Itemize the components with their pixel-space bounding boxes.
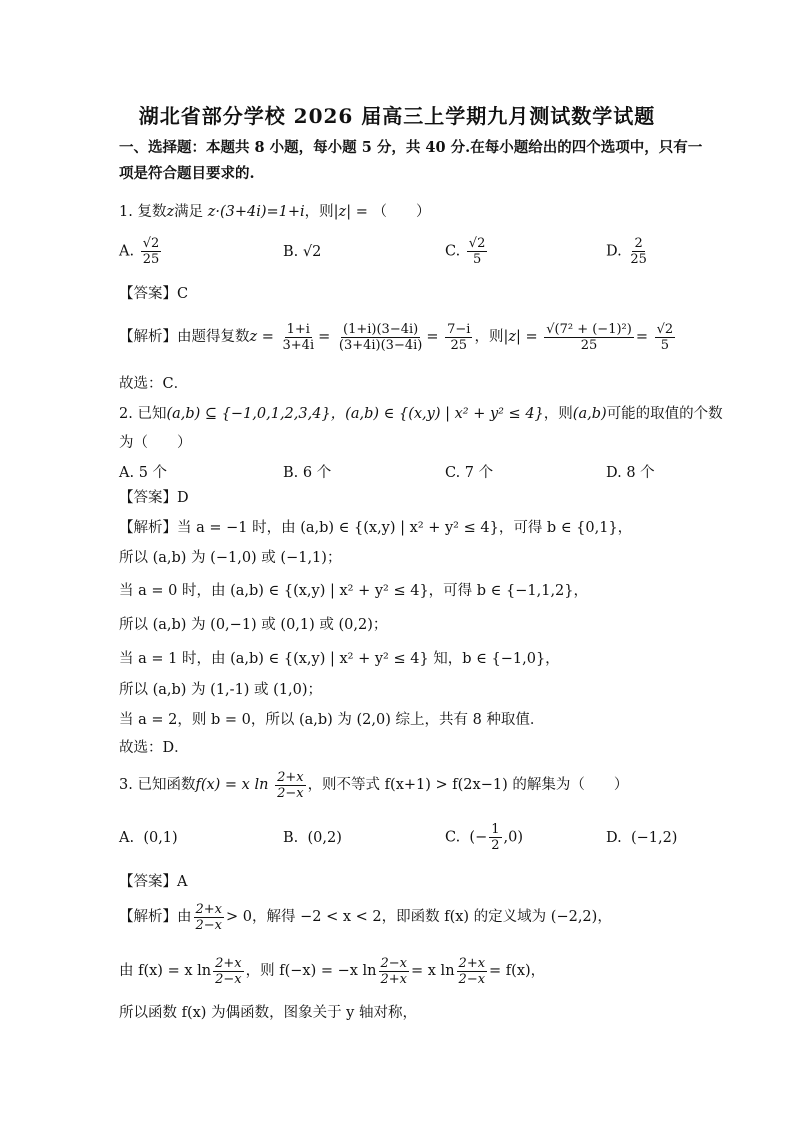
exp-frac-5: [655, 322, 676, 353]
q3-option-d: [606, 830, 677, 846]
frac-den: 5: [472, 252, 482, 267]
q2-option-d: D. 8 个: [606, 465, 655, 481]
exp-frac: [194, 902, 225, 933]
exp-label: 【解析】由题得复数: [119, 329, 250, 345]
exp-label: 【解析】由: [119, 909, 192, 925]
frac-num: √(7² + (−1)²): [546, 321, 632, 337]
q2-exp-line6: 所以 (a,b) 为 (1,-1) 或 (1,0)；: [119, 682, 323, 698]
page-title: 湖北省部分学校 2026 届高三上学期九月测试数学试题: [138, 104, 656, 128]
q2-exp-line2: 所以 (a,b) 为 (−1,0) 或 (−1,1)；: [119, 550, 342, 566]
section-header-line1: 一、选择题：本题共 8 小题，每小题 5 分，共 40 分.在每小题给出的四个选项中，只有一: [119, 139, 703, 156]
q1-equation: z·(3+4i)=1+i: [207, 204, 305, 220]
frac-den: 3+4i: [282, 337, 315, 353]
q3-exp-line2: [119, 954, 545, 988]
q1-option-a: [119, 236, 163, 267]
q3-exp-line3: 所以函数 f(x) 为偶函数，图象关于 y 轴对称，: [119, 1005, 417, 1021]
frac-num: 2+x: [277, 769, 304, 785]
frac-num: 2−x: [380, 955, 408, 971]
frac-num: 1: [491, 822, 500, 837]
q1-prefix: 1. 复数: [119, 204, 167, 220]
exp-text: = x ln: [411, 963, 455, 979]
section-header-line2: 项是符合题目要求的.: [119, 165, 255, 182]
frac-num: √2: [656, 321, 674, 337]
option-letter: B.: [283, 830, 299, 846]
option-letter: C.: [445, 829, 461, 846]
option-fraction: [628, 236, 649, 267]
q3-function: f(x) = x ln: [195, 777, 269, 793]
option-letter: A.: [119, 243, 135, 260]
q3-answer: 【答案】A: [119, 874, 188, 890]
q2-condition: (a,b) ⊆ {−1,0,1,2,3,4}，(a,b) ∈ {(x,y) | x² + y² ≤ 4}: [166, 406, 544, 422]
option-fraction: [489, 822, 501, 853]
frac-num: 2+x: [215, 955, 242, 971]
option-fraction: [141, 236, 162, 267]
exp-frac-3: [457, 956, 488, 987]
q2-then: ，则: [543, 406, 573, 422]
q1-explanation: 【解析】由题得复数z = $\frac{1+i}{3+4i}$ = $\frac{(1+i)(3-4i)}{(3+4i)(3-4i)}$ = $\frac{7-i}{25}$ ，则|z| = $\frac{\text{√(7² + (−1)²)}}{25}$ = $\frac{√2}{5}$: [119, 321, 674, 353]
q3-option-b: [283, 830, 342, 846]
q3-option-a: [119, 830, 178, 846]
option-text: √2: [302, 244, 322, 260]
exp-text: 由 f(x) = x ln: [119, 963, 212, 979]
q2-exp-line5: 当 a = 1 时，由 (a,b) ∈ {(x,y) | x² + y² ≤ 4} 知，b ∈ {−1,0}，: [119, 651, 560, 667]
option-fraction: [467, 236, 488, 267]
q2-answer: 【答案】D: [119, 490, 189, 506]
option-text: (0,2): [307, 830, 342, 846]
q2-conclusion: 故选：D．: [119, 740, 189, 756]
option-letter: A.: [119, 830, 135, 846]
exp-z: z =: [249, 329, 274, 345]
q3-fraction: [275, 770, 306, 801]
q2-option-a: A. 5 个: [119, 465, 168, 481]
q1-answer: 【答案】C: [119, 286, 189, 302]
q1-option-d: [606, 236, 651, 267]
q2-ab: (a,b): [572, 406, 607, 422]
frac-num: 2: [634, 236, 643, 251]
q2-stem-line2: 为（ ）: [119, 435, 192, 451]
frac-num: 2+x: [195, 901, 222, 917]
option-text: (−1,2): [630, 830, 678, 846]
q1-z: z: [166, 204, 175, 220]
frac-den: 2−x: [277, 785, 304, 801]
frac-num: 1+i: [286, 321, 310, 337]
exp-frac-1: [281, 322, 317, 353]
exp-frac-2: [337, 322, 424, 353]
exp-mid: ，则: [474, 329, 504, 345]
frac-den: 5: [660, 337, 670, 353]
option-pre: (−: [469, 829, 488, 846]
q1-paren: （ ）: [372, 204, 431, 220]
exp-frac-2: [379, 956, 410, 987]
exp-text: = f(x)，: [489, 963, 546, 979]
frac-den: 25: [450, 337, 468, 353]
q3-rest: ，则不等式 f(x+1) > f(2x−1) 的解集为（ ）: [307, 777, 629, 793]
frac-den: 2−x: [458, 971, 486, 987]
exp-text: > 0，解得 −2 < x < 2，即函数 f(x) 的定义域为 (−2,2)，: [226, 909, 612, 925]
frac-den: 2+x: [380, 971, 408, 987]
frac-den: 25: [142, 252, 160, 267]
frac-num: 7−i: [447, 321, 471, 337]
q3-option-c: [445, 822, 523, 853]
option-letter: D.: [606, 243, 622, 260]
q2-option-b: B. 6 个: [283, 465, 332, 481]
exp-frac-4: [544, 322, 634, 353]
option-letter: C.: [445, 243, 461, 260]
q1-absz: |z| =: [333, 204, 368, 220]
frac-den: 2: [491, 838, 500, 853]
q1-option-c: [445, 236, 489, 267]
q1-conclusion: 故选：C．: [119, 376, 189, 392]
q2-prefix: 2. 已知: [119, 406, 167, 422]
frac-num: √2: [142, 236, 160, 251]
exp-frac-3: [445, 322, 472, 353]
q2-exp-line1: 【解析】当 a = −1 时，由 (a,b) ∈ {(x,y) | x² + y² ≤ 4}，可得 b ∈ {0,1}，: [119, 520, 633, 536]
frac-num: √2: [468, 236, 486, 251]
q3-prefix: 3. 已知函数: [119, 777, 196, 793]
q3-stem: [119, 768, 628, 802]
frac-den: 2−x: [195, 917, 222, 933]
frac-num: 2+x: [458, 955, 486, 971]
exp-absz: |z| =: [503, 329, 538, 345]
option-post: ,0): [503, 829, 523, 846]
q2-ask: 可能的取值的个数: [606, 406, 723, 422]
q1-tail: ，则: [304, 204, 334, 220]
frac-den: (3+4i)(3−4i): [338, 337, 423, 353]
q2-exp-line4: 所以 (a,b) 为 (0,−1) 或 (0,1) 或 (0,2)；: [119, 617, 388, 633]
exp-frac-1: [213, 956, 244, 987]
q2-exp-line7: 当 a = 2，则 b = 0，所以 (a,b) 为 (2,0) 综上，共有 8 种取值．: [119, 712, 545, 728]
q2-exp-line3: 当 a = 0 时，由 (a,b) ∈ {(x,y) | x² + y² ≤ 4}，可得 b ∈ {−1,1,2}，: [119, 583, 589, 599]
q1-option-b: [283, 244, 321, 260]
q3-exp-line1: [119, 900, 612, 934]
exp-text: ，则 f(−x) = −x ln: [245, 963, 377, 979]
q2-stem-line1: [119, 404, 723, 424]
frac-den: 25: [580, 337, 598, 353]
q1-stem: [119, 202, 430, 222]
option-letter: D.: [606, 830, 622, 846]
option-letter: B.: [283, 244, 299, 260]
frac-den: 2−x: [215, 971, 242, 987]
option-text: (0,1): [143, 830, 178, 846]
q1-mid: 满足: [174, 204, 204, 220]
frac-num: (1+i)(3−4i): [343, 321, 419, 337]
q2-option-c: C. 7 个: [445, 465, 494, 481]
frac-den: 25: [630, 252, 647, 267]
